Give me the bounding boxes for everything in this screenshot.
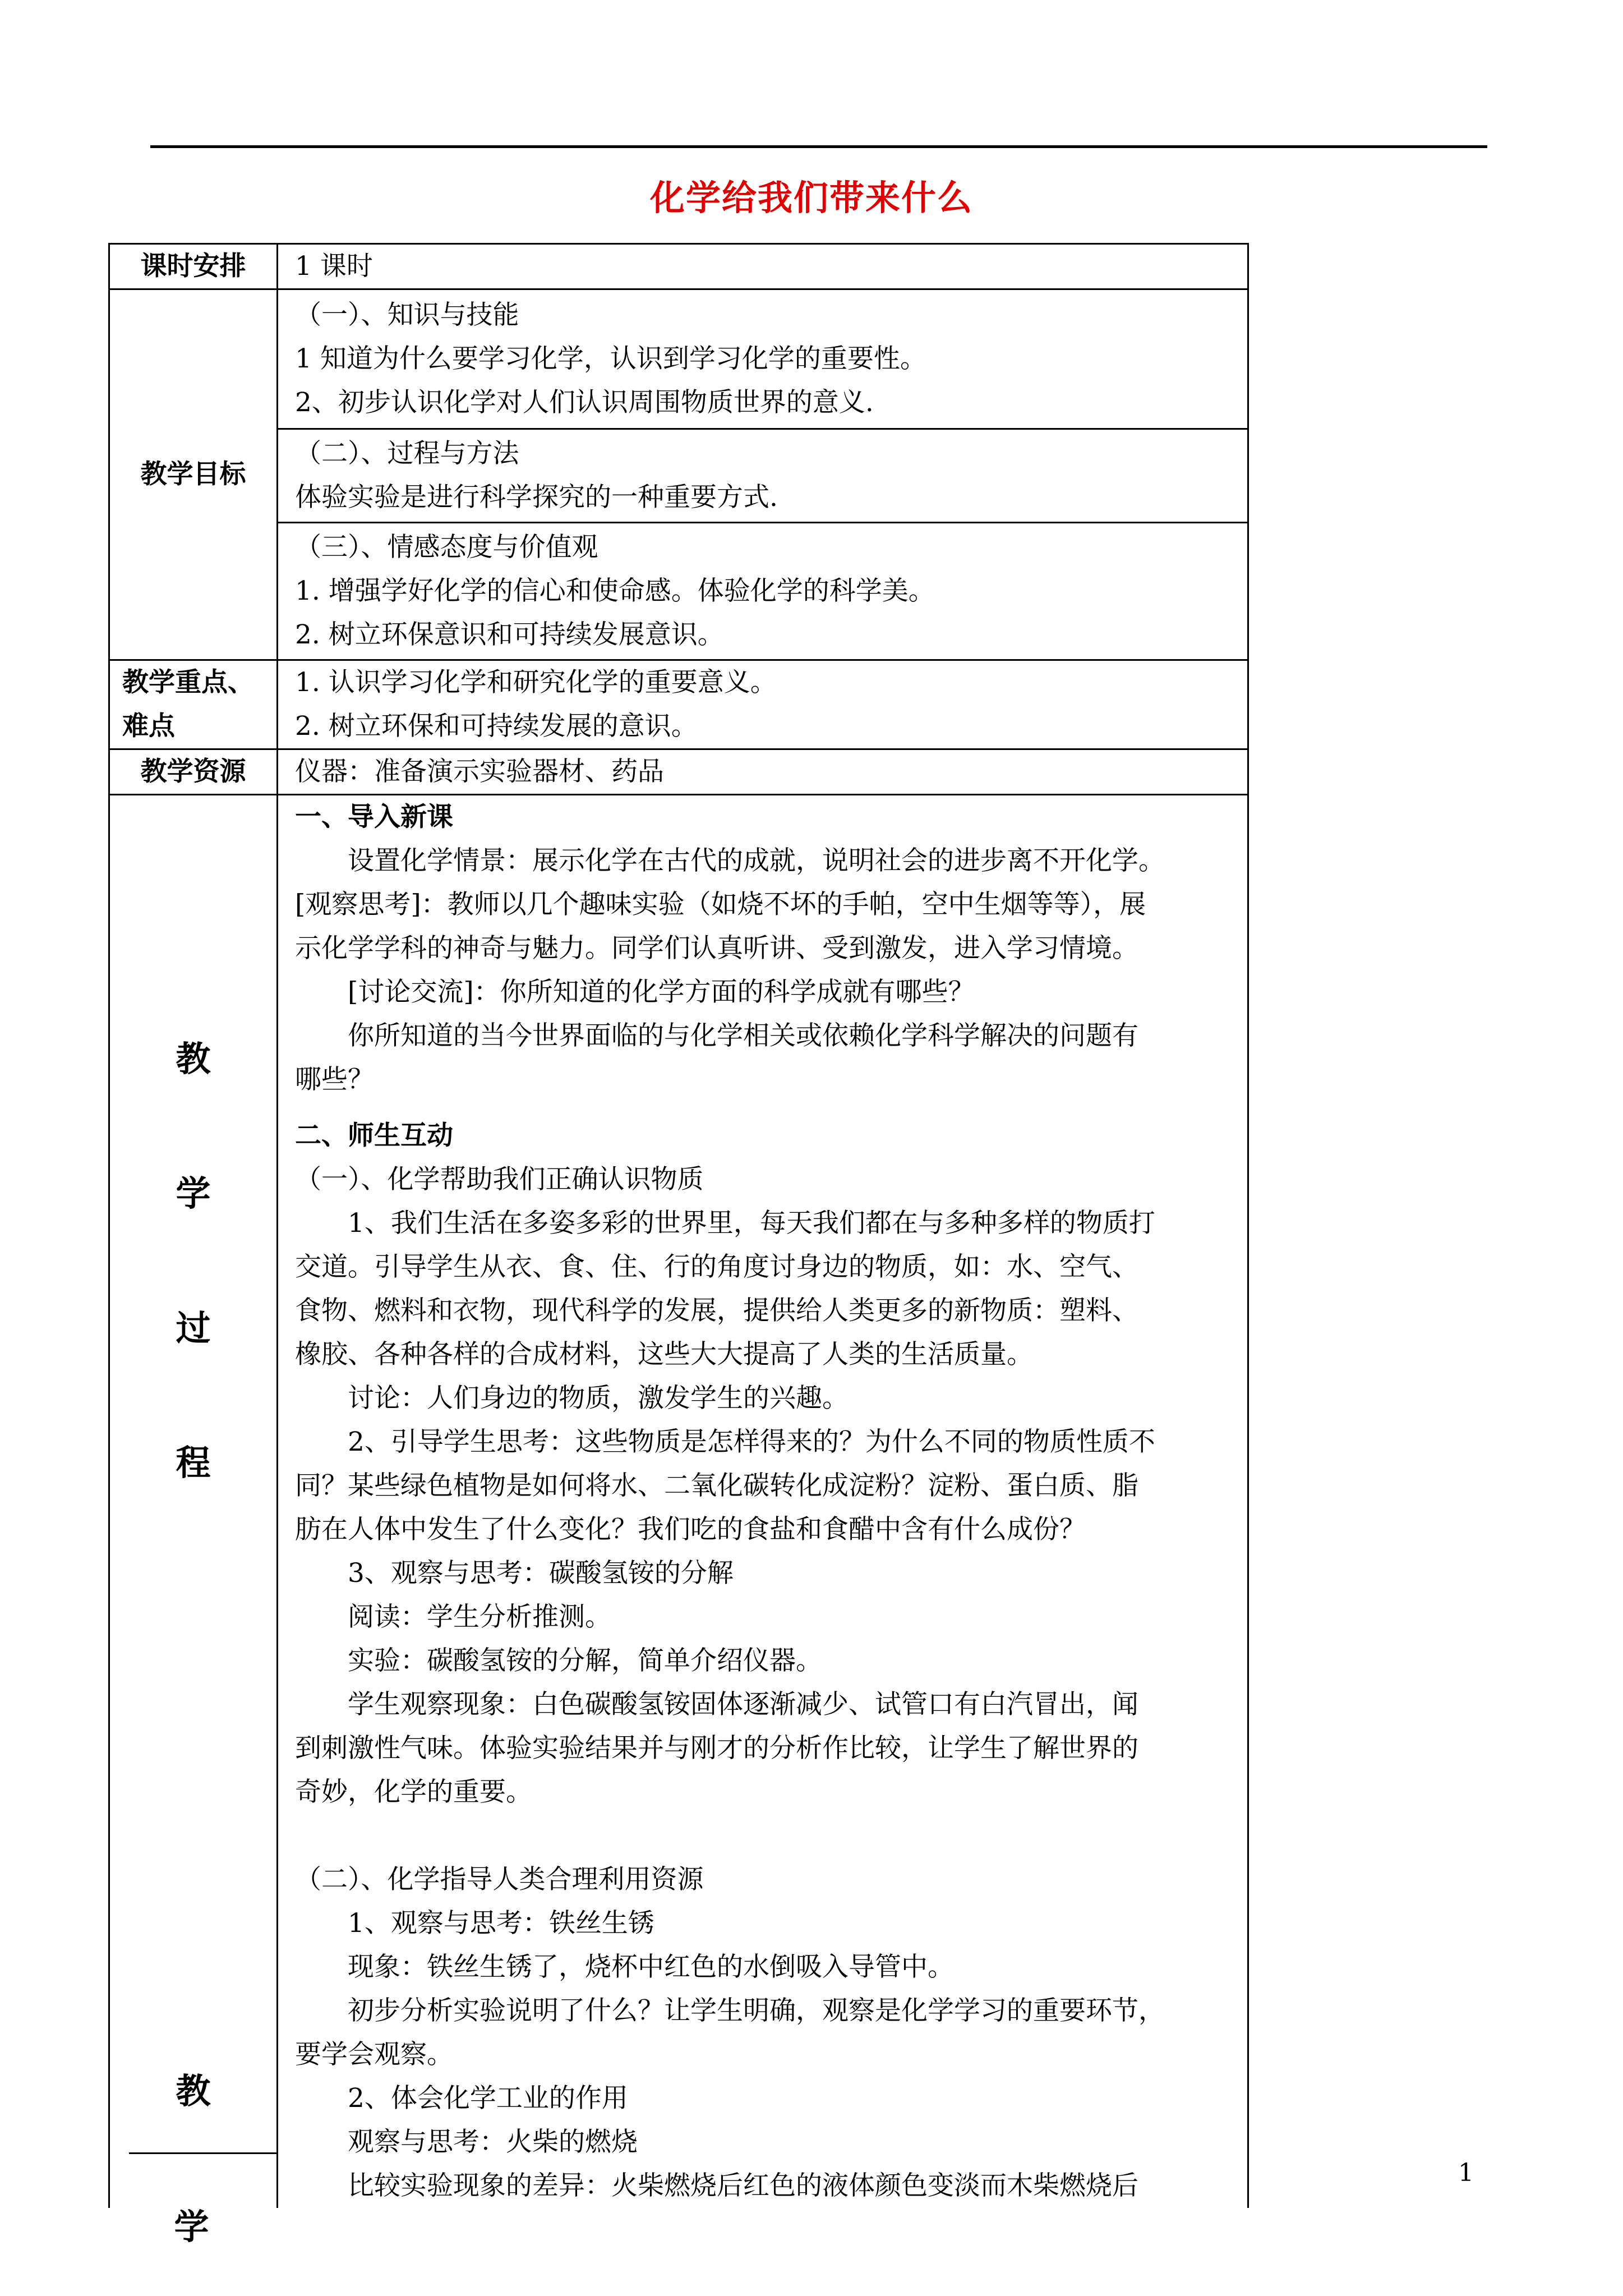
goal-heading: （三）、情感态度与价值观 — [295, 532, 598, 563]
key-points-label — [109, 660, 278, 749]
paragraph-line: 阅读：学生分析推测。 — [348, 1602, 611, 1632]
goal-heading: （一）、知识与技能 — [295, 300, 519, 330]
goal-line: 2、初步认识化学对人们认识周围物质世界的意义. — [295, 387, 874, 418]
paragraph-line: 同？某些绿色植物是如何将水、二氧化碳转化成淀粉？淀粉、蛋白质、脂 — [295, 1470, 1138, 1501]
resources-value: 仪器：准备演示实验器材、药品 — [278, 749, 1248, 795]
process-label-char: 学 — [176, 1173, 211, 1214]
goal-section-knowledge — [278, 289, 1248, 429]
goal-line: 2. 树立环保意识和可持续发展意识。 — [295, 619, 724, 650]
header-rule — [150, 145, 1487, 148]
goal-line: 1. 增强学好化学的信心和使命感。体验化学的科学美。 — [295, 576, 935, 606]
hours-value: 1 课时 — [278, 244, 1248, 289]
paragraph-line: 学生观察现象：白色碳酸氢铵固体逐渐减少、试管口有白汽冒出，闻 — [348, 1689, 1138, 1720]
hours-label: 课时安排 — [109, 244, 278, 289]
goal-heading: （二）、过程与方法 — [295, 438, 519, 469]
paragraph-line: [观察思考]：教师以几个趣味实验（如烧不坏的手帕，空中生烟等等），展 — [295, 889, 1146, 920]
section-heading: 一、导入新课 — [295, 802, 453, 832]
process-label-char: 教 — [176, 1038, 211, 1079]
goals-label: 教学目标 — [109, 289, 278, 660]
lesson-plan-table — [108, 243, 1249, 2208]
document-title: 化学给我们带来什么 — [649, 177, 973, 218]
paragraph-line: 橡胶、各种各样的合成材料，这些大大提高了人类的生活质量。 — [295, 1339, 1033, 1370]
row-process — [109, 795, 1248, 2208]
paragraph-line: 2、引导学生思考：这些物质是怎样得来的？为什么不同的物质性质不 — [348, 1427, 1155, 1457]
key-point-line: 1. 认识学习化学和研究化学的重要意义。 — [295, 667, 777, 698]
row-hours — [109, 244, 1248, 289]
section-heading: 二、师生互动 — [295, 1120, 453, 1151]
paragraph-line: 实验：碳酸氢铵的分解，简单介绍仪器。 — [348, 1645, 822, 1676]
paragraph-line: 你所知道的当今世界面临的与化学相关或依赖化学科学解决的问题有 — [348, 1020, 1138, 1051]
row-goals-1 — [109, 289, 1248, 429]
paragraph-line: 肪在人体中发生了什么变化？我们吃的食盐和食醋中含有什么成份？ — [295, 1514, 1086, 1545]
paragraph-line: 奇妙，化学的重要。 — [295, 1777, 532, 1807]
subsection-heading: （一）、化学帮助我们正确认识物质 — [295, 1164, 704, 1195]
process-label-char-overflow: 学 — [174, 2206, 209, 2247]
paragraph-line: 1、我们生活在多姿多彩的世界里，每天我们都在与多种多样的物质打 — [348, 1208, 1155, 1239]
paragraph-line: 3、观察与思考：碳酸氢铵的分解 — [348, 1558, 734, 1589]
paragraph-line: 到刺激性气味。体验实验结果并与刚才的分析作比较，让学生了解世界的 — [295, 1733, 1138, 1764]
paragraph-line: 示化学学科的神奇与魅力。同学们认真听讲、受到激发，进入学习情境。 — [295, 933, 1138, 964]
goal-line: 体验实验是进行科学探究的一种重要方式. — [295, 482, 778, 513]
paragraph-line: 食物、燃料和衣物，现代科学的发展，提供给人类更多的新物质：塑料、 — [295, 1295, 1138, 1326]
paragraph-line: 交道。引导学生从衣、食、住、行的角度讨身边的物质，如：水、空气、 — [295, 1251, 1138, 1282]
paragraph-line: 哪些？ — [295, 1064, 374, 1095]
process-label — [109, 795, 278, 2208]
row-goals-3 — [109, 523, 1248, 660]
key-points-label-line: 难点 — [122, 711, 175, 742]
row-resources — [109, 749, 1248, 795]
goal-section-attitude — [278, 523, 1248, 660]
paragraph-line: [讨论交流]：你所知道的化学方面的科学成就有哪些？ — [348, 977, 975, 1007]
paragraph-line: 比较实验现象的差异：火柴燃烧后红色的液体颜色变淡而木柴燃烧后 — [348, 2170, 1138, 2201]
process-label-char: 程 — [176, 1442, 211, 1483]
subsection-heading: （二）、化学指导人类合理利用资源 — [295, 1864, 704, 1895]
paragraph-line: 设置化学情景：展示化学在古代的成就，说明社会的进步离不开化学。 — [348, 845, 1165, 876]
process-label-char: 过 — [176, 1308, 211, 1349]
goal-line: 1 知道为什么要学习化学，认识到学习化学的重要性。 — [295, 343, 926, 374]
paragraph-line: 讨论：人们身边的物质，激发学生的兴趣。 — [348, 1383, 849, 1414]
row-key-points — [109, 660, 1248, 749]
process-content — [278, 795, 1248, 2208]
paragraph-line: 初步分析实验说明了什么？让学生明确，观察是化学学习的重要环节， — [348, 1995, 1165, 2026]
key-points-label-line: 教学重点、 — [122, 667, 254, 698]
key-points-content — [278, 660, 1248, 749]
paragraph-line: 现象：铁丝生锈了，烧杯中红色的水倒吸入导管中。 — [348, 1952, 954, 1982]
resources-label: 教学资源 — [109, 749, 278, 795]
paragraph-line: 要学会观察。 — [295, 2039, 453, 2070]
process-label-char: 教 — [176, 2070, 211, 2111]
paragraph-line: 观察与思考：火柴的燃烧 — [348, 2127, 638, 2157]
paragraph-line: 2、体会化学工业的作用 — [348, 2083, 628, 2114]
goal-section-process — [278, 429, 1248, 523]
row-goals-2 — [109, 429, 1248, 523]
page-number: 1 — [1458, 2159, 1474, 2187]
paragraph-line: 1、观察与思考：铁丝生锈 — [348, 1908, 654, 1939]
key-point-line: 2. 树立环保和可持续发展的意识。 — [295, 711, 698, 742]
page-break-rule — [129, 2152, 278, 2154]
